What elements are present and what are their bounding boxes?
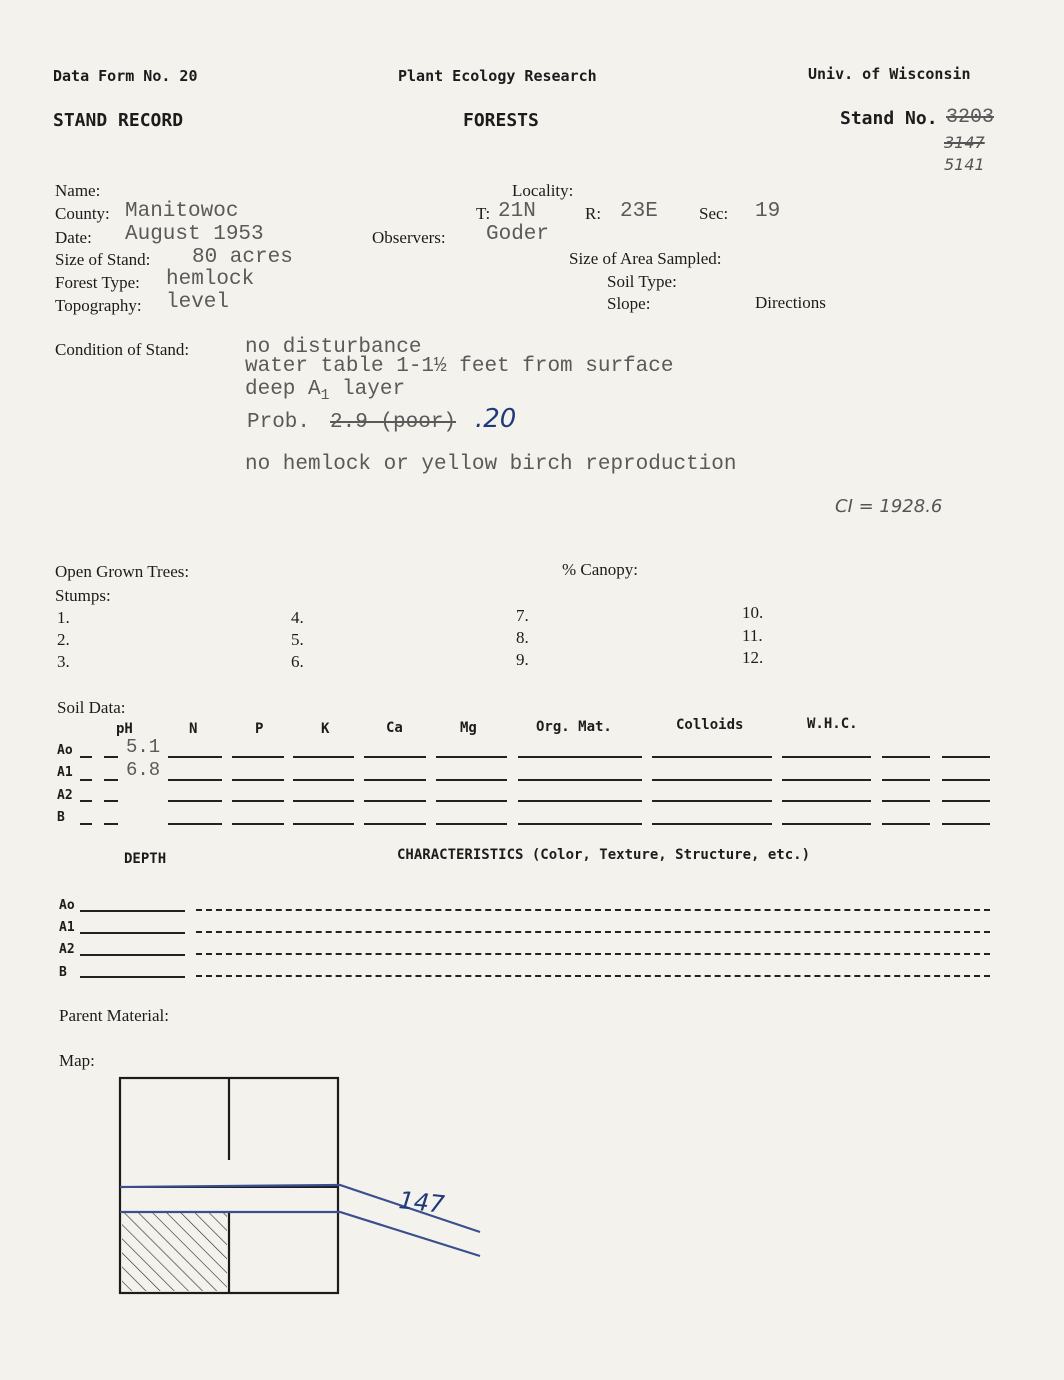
col-p: P bbox=[255, 721, 264, 737]
stump-number: 2. bbox=[57, 630, 70, 649]
condition-line-3: deep $A_1$ layer bbox=[245, 378, 406, 405]
col-org-mat: Org. Mat. bbox=[536, 719, 612, 735]
condition-label: Condition of Stand: bbox=[55, 340, 190, 359]
organization: Plant Ecology Research bbox=[398, 67, 597, 85]
size-value: 80 acres bbox=[192, 246, 293, 269]
map-road-label: 147 bbox=[397, 1186, 446, 1219]
directions-label: Directions bbox=[755, 293, 826, 312]
stump-number: 11. bbox=[742, 626, 763, 645]
characteristics-label: CHARACTERISTICS (Color, Texture, Structure, etc.) bbox=[397, 847, 811, 863]
row-ao: Ao bbox=[57, 743, 73, 758]
record-title: STAND RECORD bbox=[53, 110, 184, 131]
university: Univ. of Wisconsin bbox=[808, 65, 971, 83]
topography-label: Topography: bbox=[55, 296, 142, 315]
form-number: Data Form No. 20 bbox=[53, 67, 198, 85]
probability-struck: 2.9 (poor) bbox=[330, 411, 457, 434]
observers-value: Goder bbox=[486, 223, 550, 246]
open-grown-trees-label: Open Grown Trees: bbox=[55, 562, 190, 581]
ph-a1-value: 6.8 bbox=[126, 759, 161, 781]
condition-line-2: water table 1-1½ feet from surface bbox=[245, 355, 674, 378]
stump-number: 3. bbox=[57, 652, 70, 671]
stump-number: 6. bbox=[291, 652, 304, 671]
section-value: 19 bbox=[755, 200, 781, 223]
date-label: Date: bbox=[55, 228, 92, 247]
stumps-label: Stumps: bbox=[55, 586, 111, 605]
col-n: N bbox=[189, 721, 198, 737]
stump-number: 12. bbox=[742, 648, 764, 667]
stump-number: 10. bbox=[742, 603, 764, 622]
stand-no-current: 5141 bbox=[944, 155, 985, 174]
slope-label: Slope: bbox=[607, 294, 651, 313]
category-title: FORESTS bbox=[463, 110, 539, 131]
range-label: R: bbox=[585, 204, 602, 223]
col-whc: W.H.C. bbox=[807, 716, 858, 732]
depth-label: DEPTH bbox=[124, 851, 167, 867]
canopy-label: % Canopy: bbox=[562, 560, 639, 579]
section-label: Sec: bbox=[699, 204, 729, 223]
horizon-ao: Ao bbox=[59, 898, 75, 913]
row-b: B bbox=[57, 810, 65, 825]
condition-line-1: no disturbance bbox=[245, 336, 422, 359]
name-label: Name: bbox=[55, 181, 101, 200]
condition-line-5: no hemlock or yellow birch reproduction bbox=[245, 453, 737, 476]
size-label: Size of Stand: bbox=[55, 250, 151, 269]
area-sampled-label: Size of Area Sampled: bbox=[569, 249, 722, 268]
observers-label: Observers: bbox=[372, 228, 446, 247]
topography-value: level bbox=[166, 291, 230, 314]
stump-number: 7. bbox=[516, 606, 529, 625]
map-stand-hatch bbox=[122, 1213, 227, 1291]
soil-data-label: Soil Data: bbox=[57, 698, 126, 717]
ph-ao-value: 5.1 bbox=[126, 736, 161, 758]
stump-number: 9. bbox=[516, 650, 529, 669]
soil-type-label: Soil Type: bbox=[607, 272, 677, 291]
stand-no-alt: 3147 bbox=[944, 133, 985, 152]
stump-number: 8. bbox=[516, 628, 529, 647]
col-colloids: Colloids bbox=[676, 717, 744, 733]
probability-label: Prob. bbox=[247, 411, 311, 434]
col-k: K bbox=[321, 721, 330, 737]
col-ca: Ca bbox=[386, 720, 403, 736]
ci-note: CI = 1928.6 bbox=[835, 496, 943, 517]
forest-type-value: hemlock bbox=[166, 268, 255, 291]
stump-number: 4. bbox=[291, 608, 304, 627]
col-ph: pH bbox=[116, 721, 133, 737]
col-mg: Mg bbox=[460, 720, 477, 736]
parent-material-label: Parent Material: bbox=[59, 1006, 169, 1025]
map-label: Map: bbox=[59, 1051, 95, 1070]
township-value: 21N bbox=[498, 200, 536, 223]
probability-new: .20 bbox=[475, 404, 517, 434]
horizon-a2: A2 bbox=[59, 942, 75, 957]
row-a2: A2 bbox=[57, 788, 73, 803]
stand-no-label: Stand No. bbox=[840, 108, 938, 129]
row-a1: A1 bbox=[57, 765, 73, 780]
range-value: 23E bbox=[620, 200, 658, 223]
township-label: T: bbox=[476, 204, 491, 223]
stump-number: 5. bbox=[291, 630, 304, 649]
county-value: Manitowoc bbox=[125, 200, 239, 223]
stump-number: 1. bbox=[57, 608, 70, 627]
date-value: August 1953 bbox=[125, 223, 264, 246]
horizon-b: B bbox=[59, 965, 67, 980]
forest-type-label: Forest Type: bbox=[55, 273, 140, 292]
county-label: County: bbox=[55, 204, 110, 223]
horizon-a1: A1 bbox=[59, 920, 75, 935]
locality-label: Locality: bbox=[512, 181, 574, 200]
stand-no-struck: 3203 bbox=[946, 106, 995, 129]
